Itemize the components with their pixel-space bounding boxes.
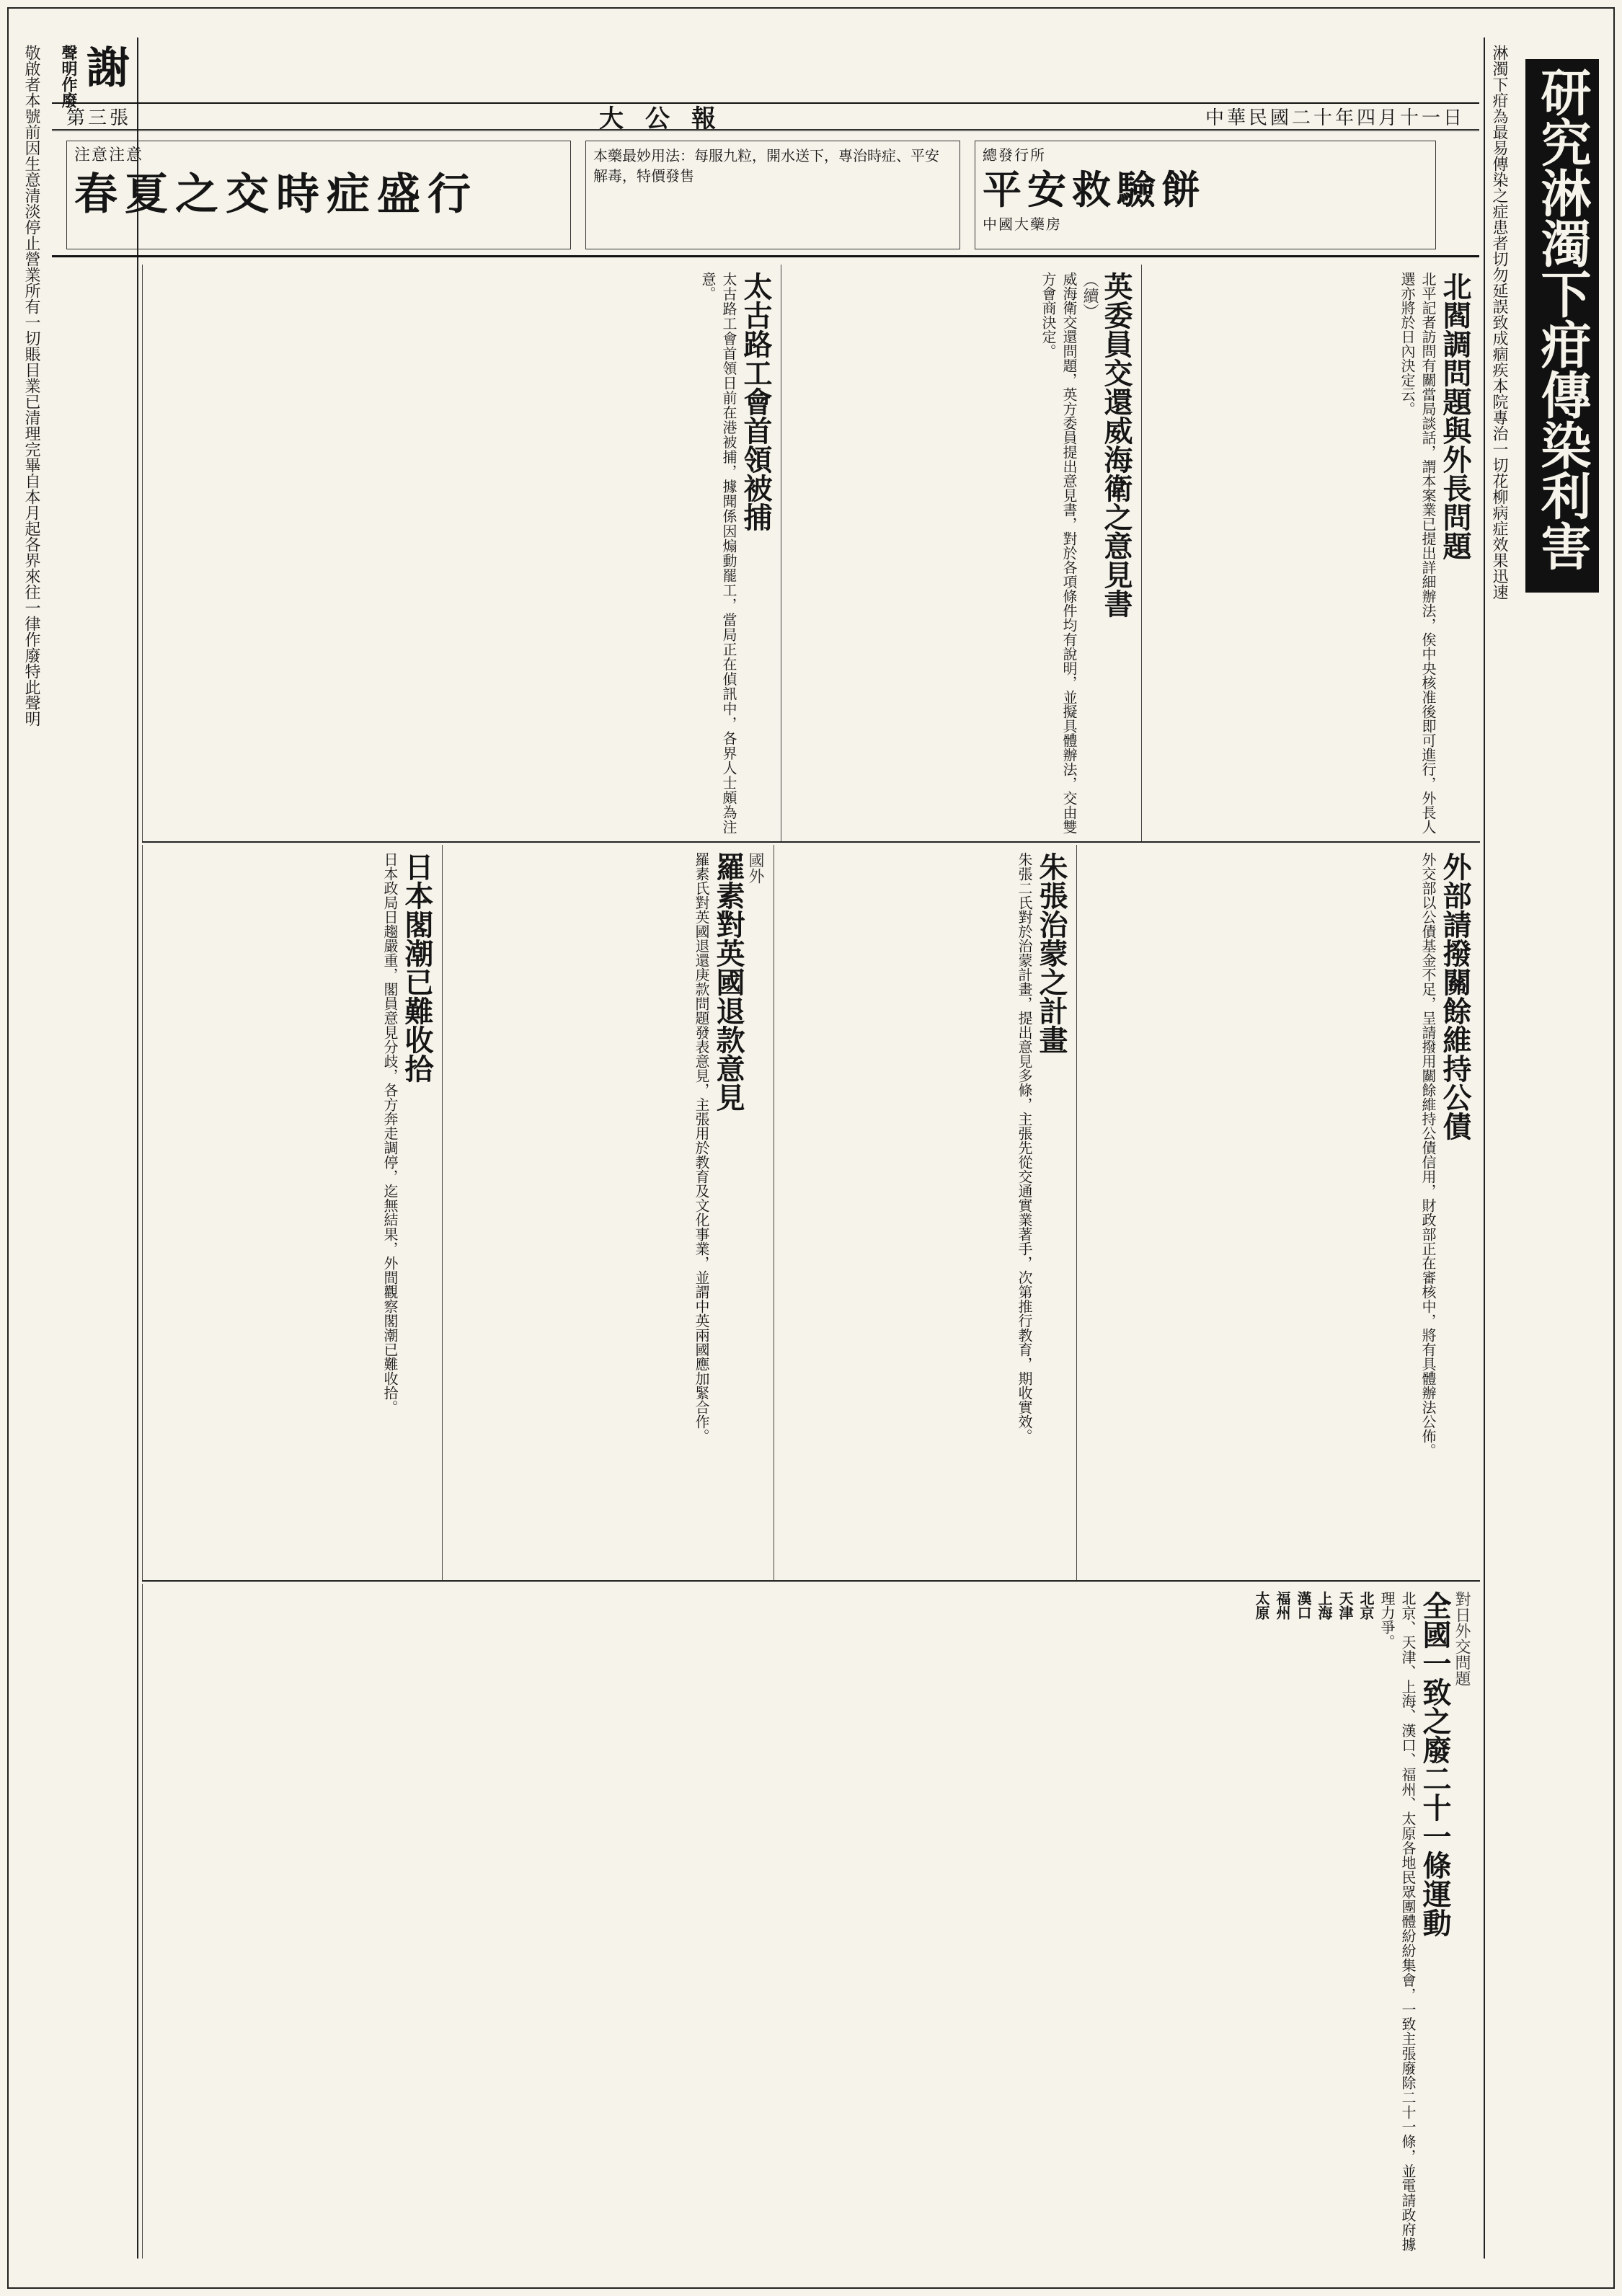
article-body: 日本政局日趨嚴重，閣員意見分歧，各方奔走調停，迄無結果，外間觀察閣潮已難收拾。 (381, 852, 399, 1414)
masthead-paper-name: 大公報 (599, 105, 737, 133)
masthead-edition: 第三張 (66, 107, 132, 129)
article-russell-indemnity (442, 845, 774, 1580)
advertisement-band (52, 135, 1479, 257)
article-body: 外交部以公債基金不足，呈請撥用關餘維持公債信用，財政部正在審核中，將有具體辦法公佈。 (1419, 852, 1437, 1458)
masthead-date: 中華民國二十年四月十一日 (1205, 107, 1465, 129)
article-subhead: （續） (1081, 272, 1099, 319)
article-mongolia-plan (774, 845, 1076, 1580)
city-dateline: 福州 (1274, 1591, 1291, 1620)
ad-usage-instructions (585, 141, 960, 249)
ad-usage-text: 本藥最妙用法：每服九粒，開水送下，專治時症、平安解毒，特價發售 (593, 147, 939, 185)
news-row-3 (142, 1584, 1480, 2259)
article-headline: 北閻調問題與外長問題 (1438, 272, 1472, 560)
article-headline: 外部請撥關餘維持公債 (1438, 852, 1472, 1140)
city-dateline: 上海 (1316, 1591, 1333, 1620)
ad-pharmacy-name: 中國大藥房 (983, 216, 1062, 233)
article-body: 北京、天津、上海、漢口、福州、太原各地民眾團體紛紛集會，一致主張廢除二十一條，並電請政府據理力爭。 (1378, 1591, 1417, 2251)
article-labor-arrest (142, 265, 781, 841)
masthead (52, 102, 1479, 131)
article-weihaiwei (781, 265, 1141, 841)
ad-remedy-headline: 平安救驗餅 (983, 167, 1206, 213)
article-body: 羅素氏對英國退還庚款問題發表意見，主張用於教育及文化事業，並謂中英兩國應加緊合作。 (693, 852, 710, 1443)
ad-thanks-heading: 謝 (79, 45, 130, 88)
news-body (142, 265, 1480, 2259)
news-row-2 (142, 845, 1480, 1582)
article-headline: 太古路工會首領被捕 (739, 272, 773, 531)
city-dateline: 太原 (1253, 1591, 1270, 1620)
article-21-demands-movement (142, 1584, 1480, 2259)
article-body: 北平記者訪問有關當局談話，謂本案業已提出詳細辦法，俟中央核准後即可進行，外長人選亦將於日內決定云。 (1399, 272, 1437, 834)
article-headline: 羅素對英國退款意見 (712, 852, 745, 1112)
ad-seasonal-medicine (66, 141, 571, 249)
article-headline: 日本閣潮已難收拾 (400, 852, 434, 1083)
article-headline: 全國一致之廢二十一條運動 (1418, 1591, 1452, 1937)
ad-void-notice-text: 敬啟者本號前因生意清淡停止營業所有一切賬目業已清理完畢自本月起各界來往一律作廢特此聲明 (22, 45, 40, 727)
article-body: 威海衛交還問題，英方委員提出意見書，對於各項條件均有說明，並擬具體辦法，交由雙方會商決定。 (1040, 272, 1078, 834)
city-dateline: 北京 (1357, 1591, 1375, 1620)
article-north-china (1141, 265, 1480, 841)
section-label-diplomacy: 對日外交問題 (1453, 1591, 1471, 1686)
section-label-foreign: 國外 (746, 852, 764, 884)
article-headline: 英委員交還威海衛之意見書 (1099, 272, 1133, 618)
city-dateline: 天津 (1337, 1591, 1354, 1620)
ad-distributor-label: 總發行所 (983, 146, 1046, 164)
newspaper-page (7, 7, 1615, 2289)
ad-remedy-name (975, 141, 1436, 249)
ad-void-notice-heading: 聲明作廢 (59, 45, 78, 108)
ad-attention-label: 注意注意 (74, 146, 144, 164)
article-body: 太古路工會首領日前在港被捕，據聞係因煽動罷工，當局正在偵訊中，各界人士頗為注意。 (699, 272, 737, 834)
clinic-ad-banner: 研究淋濁下疳傳染利害 (1525, 59, 1599, 593)
article-body: 朱張二氏對於治蒙計畫，提出意見多條，主張先從交通實業著手，次第推行教育，期收實效。 (1016, 852, 1033, 1443)
news-row-1 (142, 265, 1480, 843)
article-japan-cabinet (142, 845, 442, 1580)
left-margin-ads (16, 37, 138, 2259)
ad-seasonal-headline: 春夏之交時症盛行 (74, 169, 478, 220)
city-dateline: 漢口 (1295, 1591, 1312, 1620)
article-customs-surplus (1076, 845, 1480, 1580)
article-headline: 朱張治蒙之計畫 (1034, 852, 1068, 1054)
clinic-ad-text: 淋濁下疳為最易傳染之症患者切勿延誤致成痼疾本院專治一切花柳病症效果迅速 (1490, 45, 1508, 600)
right-margin-ads (1484, 37, 1606, 2259)
